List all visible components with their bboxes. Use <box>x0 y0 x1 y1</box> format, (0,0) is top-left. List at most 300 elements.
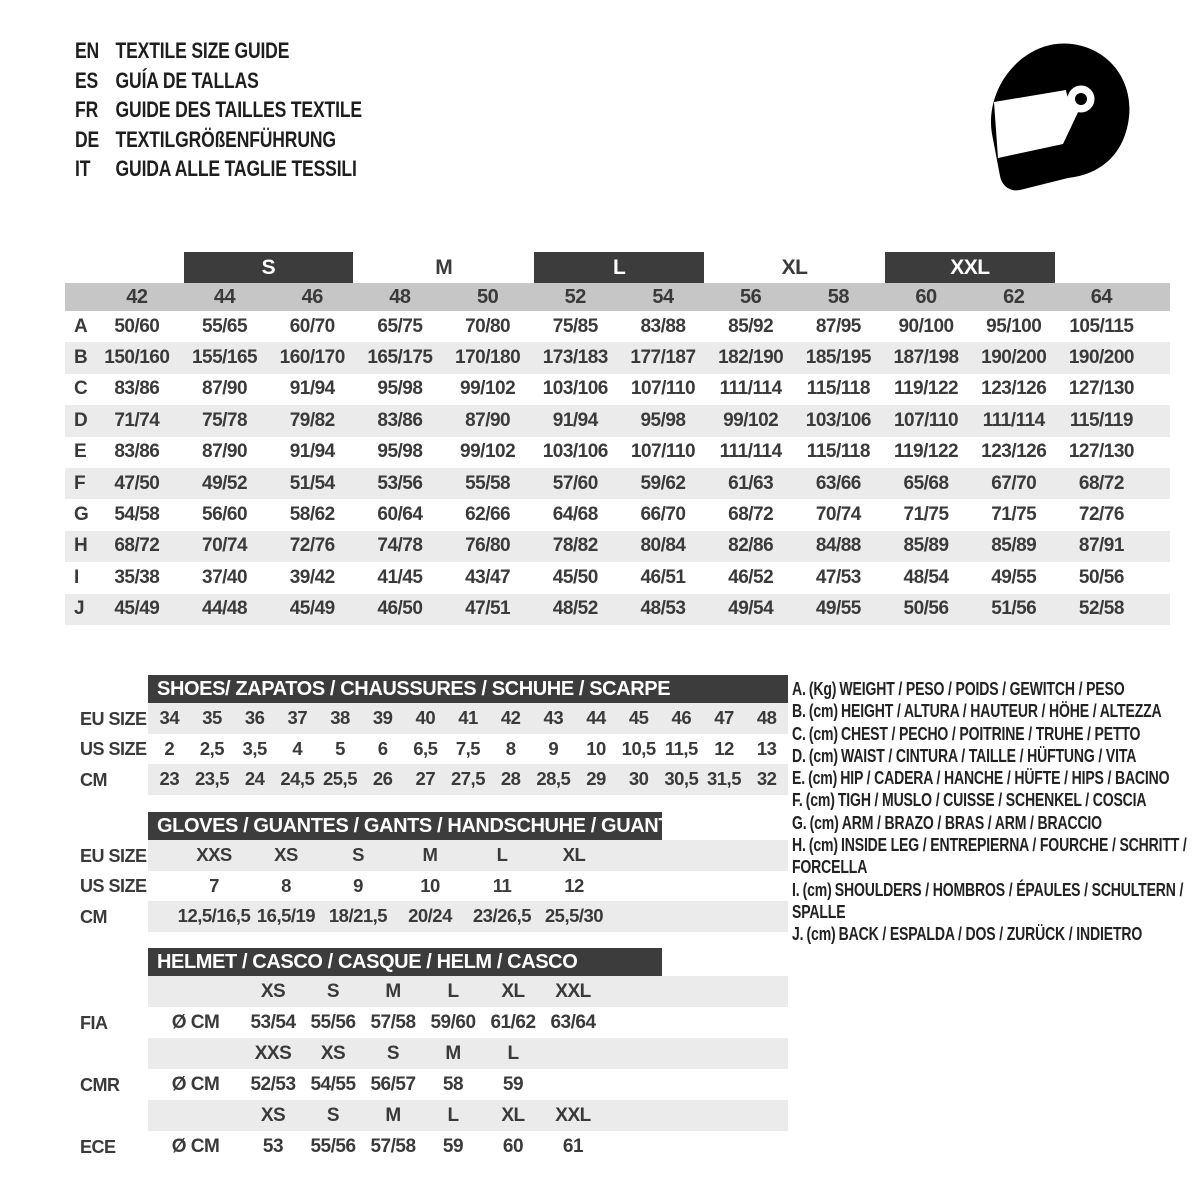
size-value-cell: 52/58 <box>1078 598 1124 620</box>
shoes-cell: 41 <box>458 707 478 729</box>
size-value-cell: 182/190 <box>718 347 784 369</box>
size-value-cell: 95/98 <box>640 409 686 431</box>
shoes-cell: 27,5 <box>450 768 485 790</box>
legend-item <box>792 834 1194 879</box>
numeric-size: 44 <box>213 285 236 308</box>
size-value-cell: 48/54 <box>903 566 949 588</box>
size-value-cell: 45/49 <box>114 598 160 620</box>
gloves-cell: 8 <box>281 874 291 896</box>
size-value-cell: 87/90 <box>465 409 511 431</box>
size-value-cell: 64/68 <box>552 504 598 526</box>
size-value-cell: 41/45 <box>377 566 423 588</box>
size-value-cell: 105/115 <box>1069 315 1134 337</box>
size-group-cell <box>181 252 356 283</box>
shoes-cell: 44 <box>586 707 606 729</box>
size-value-cell: 61/63 <box>728 472 774 494</box>
size-value-cell: 190/200 <box>1068 347 1134 369</box>
size-value-cell: 83/86 <box>377 409 423 431</box>
size-value-cell: 82/86 <box>728 535 774 557</box>
shoes-cell: 28,5 <box>536 768 571 790</box>
gloves-cell: 16,5/19 <box>256 905 316 927</box>
size-value-cell: 107/110 <box>893 409 959 431</box>
helmet-size-cell: L <box>507 1042 519 1064</box>
numeric-size: 56 <box>740 285 762 308</box>
legend-text: CHEST / PECHO / POITRINE / TRUHE / PETTO <box>841 723 1141 744</box>
shoes-cell: 12 <box>714 737 734 759</box>
helmet-icon <box>975 40 1147 206</box>
helmet-size-cell: S <box>326 1104 340 1126</box>
size-value-cell: 185/195 <box>805 347 871 369</box>
size-value-cell: 95/98 <box>377 378 423 400</box>
gloves-eu-size-label: EU SIZE <box>80 846 147 866</box>
numeric-size: 52 <box>564 285 586 308</box>
legend-item <box>792 745 1194 767</box>
gloves-us-size-label: US SIZE <box>80 876 147 896</box>
legend-unit: (cm) <box>808 835 838 856</box>
measure-row-label: E <box>74 441 87 463</box>
legend-unit: (cm) <box>806 924 836 945</box>
helmet-size-cell: XXS <box>254 1042 292 1064</box>
size-group-xl: XL <box>781 255 808 279</box>
helmet-size-cell: L <box>447 1104 459 1126</box>
size-value-cell: 68/72 <box>1078 472 1124 494</box>
guide-title: TEXTILGRÖßENFÜHRUNG <box>115 126 336 152</box>
size-value-cell: 49/55 <box>991 566 1037 588</box>
shoes-cell: 48 <box>756 707 777 729</box>
measure-row-label: F <box>74 472 86 494</box>
helmet-size-cell: M <box>385 1104 401 1126</box>
helmet-value-cell: 53/54 <box>250 1011 296 1033</box>
size-value-cell: 75/78 <box>202 409 248 431</box>
size-value-cell: 187/198 <box>893 347 959 369</box>
measure-row-label: I <box>74 566 79 588</box>
shoes-cell: 11,5 <box>664 737 698 759</box>
helmet-value-cell: 59 <box>502 1073 524 1095</box>
shoes-cell: 4 <box>292 737 303 759</box>
helmet-value-cell: 59 <box>442 1135 464 1157</box>
size-value-cell: 123/126 <box>981 441 1047 463</box>
helmet-value-cell: 61 <box>562 1135 584 1157</box>
size-value-cell: 83/88 <box>640 315 686 337</box>
shoes-cell: 32 <box>756 768 777 790</box>
gloves-cell: XL <box>562 844 586 866</box>
shoes-cell: 26 <box>372 768 393 790</box>
language-title-list <box>75 36 362 184</box>
helmet-value-cell: 57/58 <box>370 1135 416 1157</box>
legend-text: WEIGHT / PESO / POIDS / GEWITCH / PESO <box>839 679 1125 699</box>
legend-item <box>792 879 1194 924</box>
guide-title: GUÍA DE TALLAS <box>115 67 259 93</box>
size-value-cell: 65/75 <box>377 315 423 337</box>
helmet-value-cell: 55/56 <box>310 1011 356 1033</box>
shoes-cell: 47 <box>714 707 734 729</box>
measure-row-label: B <box>74 347 88 369</box>
numeric-size: 50 <box>476 285 499 308</box>
size-value-cell: 53/56 <box>377 472 423 494</box>
language-code: IT <box>75 156 91 181</box>
gloves-cell: 10 <box>420 874 440 896</box>
size-group-l: L <box>534 252 703 283</box>
guide-title: GUIDE DES TAILLES TEXTILE <box>115 97 362 122</box>
size-value-cell: 95/100 <box>986 315 1042 337</box>
helmet-sizes-row-fia <box>148 976 788 1007</box>
helmet-size-cell: XXL <box>555 980 591 1002</box>
size-value-cell: 47/50 <box>114 472 160 494</box>
size-value-cell: 119/122 <box>893 441 959 463</box>
helmet-values-row-ece <box>148 1131 788 1162</box>
language-row <box>75 154 362 184</box>
legend-item <box>792 723 1194 745</box>
gloves-cell: XXS <box>196 844 232 866</box>
helmet-fia-label: FIA <box>80 1013 108 1033</box>
size-group-m: M <box>435 255 453 279</box>
legend-key: G. <box>792 812 807 833</box>
shoes-cell: 6,5 <box>413 737 438 759</box>
shoes-cell: 8 <box>505 737 516 759</box>
size-value-cell: 173/183 <box>542 347 608 369</box>
size-value-cell: 50/56 <box>903 598 949 620</box>
helmet-size-cell: S <box>386 1042 400 1064</box>
shoes-cell: 30,5 <box>664 768 699 790</box>
legend-text: BACK / ESPALDA / DOS / ZURÜCK / INDIETRO <box>838 924 1143 945</box>
helmet-cmr-label: CMR <box>80 1075 120 1095</box>
shoes-size-table <box>148 675 788 795</box>
language-code: FR <box>75 97 99 122</box>
legend-unit: (Kg) <box>808 679 837 699</box>
gloves-cell: XS <box>274 844 298 866</box>
legend-key: C. <box>792 723 806 744</box>
gloves-cell: L <box>496 844 508 866</box>
shoes-cell: 13 <box>756 737 777 759</box>
legend-unit: (cm) <box>802 879 832 900</box>
size-value-cell: 54/58 <box>114 504 160 526</box>
helmet-size-table <box>148 948 788 1162</box>
size-value-cell: 67/70 <box>991 472 1037 494</box>
measure-row-label: G <box>74 504 89 526</box>
gloves-cell: M <box>422 844 438 866</box>
legend-unit: (cm) <box>808 701 838 722</box>
textile-size-table <box>65 252 1170 625</box>
diameter-unit-cell: Ø CM <box>171 1011 220 1033</box>
numeric-size: 62 <box>1003 285 1025 308</box>
shoes-cell: 23 <box>159 768 180 790</box>
shoes-cell: 34 <box>159 707 180 729</box>
size-value-cell: 83/86 <box>114 378 160 400</box>
size-value-cell: 71/75 <box>991 504 1037 526</box>
legend-text: ARM / BRAZO / BRAS / ARM / BRACCIO <box>841 812 1102 833</box>
helmet-size-cell: XL <box>501 1104 525 1126</box>
size-value-cell: 103/106 <box>805 409 871 431</box>
shoes-cell: 2 <box>164 737 175 759</box>
legend-item <box>792 923 1194 945</box>
size-group-xxl: XXL <box>885 252 1054 283</box>
size-value-cell: 85/89 <box>991 535 1037 557</box>
size-value-cell: 177/187 <box>630 347 696 369</box>
shoes-cell: 38 <box>330 707 350 729</box>
size-value-cell: 85/92 <box>728 315 774 337</box>
helmet-size-cell: M <box>445 1042 461 1064</box>
size-value-cell: 55/65 <box>202 315 248 337</box>
size-value-cell: 51/54 <box>289 472 335 494</box>
language-row <box>75 95 362 125</box>
size-value-cell: 91/94 <box>552 409 598 431</box>
legend-key: I. <box>792 879 800 900</box>
shoes-cell: 40 <box>415 707 436 729</box>
size-value-cell: 87/90 <box>202 441 248 463</box>
shoes-cell: 45 <box>628 707 649 729</box>
size-value-cell: 49/52 <box>202 472 248 494</box>
legend-item <box>792 789 1194 811</box>
size-group-s: S <box>184 252 353 283</box>
size-value-cell: 87/95 <box>815 315 861 337</box>
size-group-cell <box>531 252 706 283</box>
shoes-cell: 29 <box>586 768 606 790</box>
size-value-cell: 59/62 <box>640 472 686 494</box>
language-code: EN <box>75 38 100 63</box>
shoes-cell: 46 <box>671 707 692 729</box>
size-value-cell: 87/90 <box>202 378 248 400</box>
size-value-cell: 39/42 <box>289 566 335 588</box>
gloves-size-table <box>148 812 788 932</box>
size-value-cell: 68/72 <box>728 504 774 526</box>
shoes-cell: 23,5 <box>194 768 229 790</box>
legend-key: F. <box>792 790 803 811</box>
legend-text: WAIST / CINTURA / TAILLE / HÜFTUNG / VITA <box>841 745 1137 766</box>
language-row <box>75 66 362 96</box>
diameter-unit-cell: Ø CM <box>171 1073 220 1095</box>
measure-row-label: H <box>74 535 88 557</box>
size-value-cell: 55/58 <box>465 472 511 494</box>
size-value-cell: 63/66 <box>815 472 861 494</box>
size-value-cell: 76/80 <box>465 535 511 557</box>
legend-key: E. <box>792 768 805 789</box>
size-value-cell: 49/55 <box>815 598 861 620</box>
legend-unit: (cm) <box>808 768 838 789</box>
size-value-cell: 150/160 <box>104 347 170 369</box>
size-value-cell: 60/64 <box>377 504 423 526</box>
guide-title: GUIDA ALLE TAGLIE TESSILI <box>115 156 357 181</box>
size-value-cell: 99/102 <box>460 378 516 400</box>
shoes-row-eu <box>148 703 788 734</box>
size-value-cell: 45/50 <box>552 566 598 588</box>
gloves-cm-label: CM <box>80 907 107 927</box>
legend-text: HIP / CADERA / HANCHE / HÜFTE / HIPS / BACINO <box>840 768 1170 789</box>
helmet-sizes-row-ece <box>148 1100 788 1131</box>
size-value-cell: 35/38 <box>114 566 160 588</box>
helmet-sizes-row-cmr <box>148 1038 788 1069</box>
gloves-row-us <box>148 871 788 902</box>
helmet-values-row-cmr <box>148 1069 788 1100</box>
size-value-cell: 74/78 <box>377 535 423 557</box>
size-value-cell: 107/110 <box>630 441 696 463</box>
shoes-cell: 10 <box>586 737 606 759</box>
legend-unit: (cm) <box>808 745 838 766</box>
legend-text: INSIDE LEG / ENTREPIERNA / FOURCHE / SCHRITT / FORCELLA <box>792 835 1187 878</box>
size-value-cell: 37/40 <box>202 566 248 588</box>
helmet-size-cell: S <box>326 980 340 1002</box>
measurement-legend <box>792 678 1194 946</box>
language-code: ES <box>75 67 99 93</box>
size-value-cell: 115/119 <box>1069 409 1133 431</box>
size-value-cell: 75/85 <box>552 315 598 337</box>
size-value-cell: 71/74 <box>114 409 160 431</box>
size-value-cell: 123/126 <box>981 378 1047 400</box>
size-value-cell: 91/94 <box>289 378 335 400</box>
size-value-cell: 83/86 <box>114 441 160 463</box>
size-value-cell: 85/89 <box>903 535 949 557</box>
shoes-cell: 7,5 <box>455 737 481 759</box>
numeric-size: 58 <box>827 285 849 308</box>
size-value-cell: 70/74 <box>815 504 861 526</box>
size-value-cell: 68/72 <box>114 535 160 557</box>
shoes-cell: 37 <box>287 707 308 729</box>
gloves-row-eu <box>148 840 788 871</box>
gloves-cell: 12 <box>564 874 584 896</box>
size-value-cell: 78/82 <box>552 535 598 557</box>
shoes-row-us <box>148 734 788 765</box>
size-value-cell: 91/94 <box>289 441 335 463</box>
shoes-cell: 27 <box>415 768 436 790</box>
size-value-cell: 45/49 <box>289 598 335 620</box>
gloves-cell: 12,5/16,5 <box>177 905 251 927</box>
shoes-cell: 24,5 <box>280 768 315 790</box>
helmet-values-row-fia <box>148 1007 788 1038</box>
gloves-cell: 11 <box>492 874 512 896</box>
shoes-row-cm <box>148 764 788 795</box>
size-value-cell: 70/80 <box>465 315 511 337</box>
size-value-cell: 65/68 <box>903 472 949 494</box>
helmet-size-cell: XS <box>260 1104 286 1126</box>
shoes-us-size-label: US SIZE <box>80 739 147 759</box>
legend-text: SHOULDERS / HOMBROS / ÉPAULES / SCHULTERN / SPALLE <box>792 879 1184 922</box>
shoes-cell: 39 <box>372 707 393 729</box>
legend-text: TIGH / MUSLO / CUISSE / SCHENKEL / COSCIA <box>837 790 1147 811</box>
helmet-size-cell: XS <box>260 980 286 1002</box>
shoes-table-title: SHOES/ ZAPATOS / CHAUSSURES / SCHUHE / SCARPE <box>148 675 788 703</box>
measure-row-label: D <box>74 409 88 431</box>
helmet-value-cell: 58 <box>442 1073 464 1095</box>
size-value-cell: 87/91 <box>1078 535 1124 557</box>
language-row <box>75 125 362 155</box>
size-group-cell <box>356 252 531 283</box>
size-value-cell: 46/50 <box>377 598 423 620</box>
helmet-value-cell: 52/53 <box>250 1073 296 1095</box>
helmet-value-cell: 53 <box>262 1135 284 1157</box>
legend-key: J. <box>792 924 804 945</box>
size-value-cell: 103/106 <box>542 378 608 400</box>
helmet-size-cell: XS <box>320 1042 346 1064</box>
size-value-cell: 57/60 <box>552 472 598 494</box>
helmet-value-cell: 61/62 <box>490 1011 536 1033</box>
size-value-cell: 119/122 <box>893 378 959 400</box>
legend-unit: (cm) <box>808 723 838 744</box>
size-value-cell: 66/70 <box>640 504 686 526</box>
legend-item <box>792 678 1194 700</box>
size-value-cell: 90/100 <box>898 315 954 337</box>
size-value-cell: 115/118 <box>806 378 870 400</box>
helmet-table-title: HELMET / CASCO / CASQUE / HELM / CASCO <box>148 948 662 976</box>
size-value-cell: 50/56 <box>1078 566 1124 588</box>
numeric-size: 64 <box>1090 285 1113 308</box>
size-value-cell: 46/51 <box>640 566 686 588</box>
size-value-cell: 95/98 <box>377 441 423 463</box>
measure-row-label: J <box>74 598 85 620</box>
size-value-cell: 111/114 <box>982 409 1045 431</box>
gloves-cell: 7 <box>209 874 219 896</box>
shoes-cell: 6 <box>377 737 388 759</box>
size-value-cell: 107/110 <box>630 378 696 400</box>
size-value-cell: 71/75 <box>903 504 949 526</box>
shoes-cell: 2,5 <box>199 737 225 759</box>
legend-item <box>792 812 1194 834</box>
gloves-row-cm <box>148 901 788 932</box>
legend-item <box>792 767 1194 789</box>
legend-key: D. <box>792 745 806 766</box>
gloves-cell: 25,5/30 <box>544 905 604 927</box>
legend-text: HEIGHT / ALTURA / HAUTEUR / HÖHE / ALTEZZA <box>841 701 1162 722</box>
gloves-cell: 9 <box>353 874 363 896</box>
language-row <box>75 36 362 66</box>
size-value-cell: 84/88 <box>815 535 861 557</box>
helmet-value-cell: 60 <box>502 1135 524 1157</box>
legend-key: H. <box>792 835 806 856</box>
numeric-size: 60 <box>915 285 937 308</box>
size-value-cell: 115/118 <box>806 441 870 463</box>
language-code: DE <box>75 126 100 152</box>
helmet-value-cell: 55/56 <box>310 1135 356 1157</box>
size-value-cell: 48/53 <box>640 598 686 620</box>
helmet-size-cell: XXL <box>555 1104 591 1126</box>
helmet-value-cell: 59/60 <box>430 1011 476 1033</box>
size-value-cell: 60/70 <box>289 315 335 337</box>
helmet-ece-label: ECE <box>80 1137 116 1157</box>
helmet-value-cell: 63/64 <box>550 1011 596 1033</box>
size-value-cell: 160/170 <box>279 347 345 369</box>
size-value-cell: 80/84 <box>640 535 686 557</box>
shoes-cell: 24 <box>244 768 265 790</box>
numeric-size: 54 <box>652 285 674 308</box>
gloves-cell: 20/24 <box>408 905 452 927</box>
size-value-cell: 43/47 <box>465 566 511 588</box>
helmet-size-cell: XL <box>501 980 525 1002</box>
measure-row-label: C <box>74 378 88 400</box>
size-value-cell: 190/200 <box>981 347 1047 369</box>
size-value-cell: 56/60 <box>202 504 248 526</box>
gloves-table-title: GLOVES / GUANTES / GANTS / HANDSCHUHE / GUANTI <box>148 812 662 840</box>
helmet-size-cell: L <box>447 980 459 1002</box>
helmet-value-cell: 56/57 <box>370 1073 416 1095</box>
size-value-cell: 79/82 <box>289 409 335 431</box>
size-value-cell: 58/62 <box>289 504 335 526</box>
size-value-cell: 46/52 <box>728 566 774 588</box>
size-value-cell: 50/60 <box>114 315 160 337</box>
numeric-size: 42 <box>126 285 148 308</box>
diameter-unit-cell: Ø CM <box>171 1135 220 1157</box>
legend-key: A. <box>792 679 806 699</box>
size-value-cell: 72/76 <box>1078 504 1124 526</box>
legend-unit: (cm) <box>809 812 839 833</box>
numeric-size: 46 <box>301 285 323 308</box>
guide-title: TEXTILE SIZE GUIDE <box>115 38 290 63</box>
shoes-cell: 43 <box>543 707 564 729</box>
size-value-cell: 170/180 <box>455 347 521 369</box>
legend-key: B. <box>792 701 806 722</box>
shoes-cell: 42 <box>500 707 521 729</box>
helmet-size-cell: M <box>385 980 401 1002</box>
shoes-cell: 10,5 <box>621 737 656 759</box>
shoes-eu-size-label: EU SIZE <box>80 709 147 729</box>
gloves-cell: S <box>352 844 364 866</box>
